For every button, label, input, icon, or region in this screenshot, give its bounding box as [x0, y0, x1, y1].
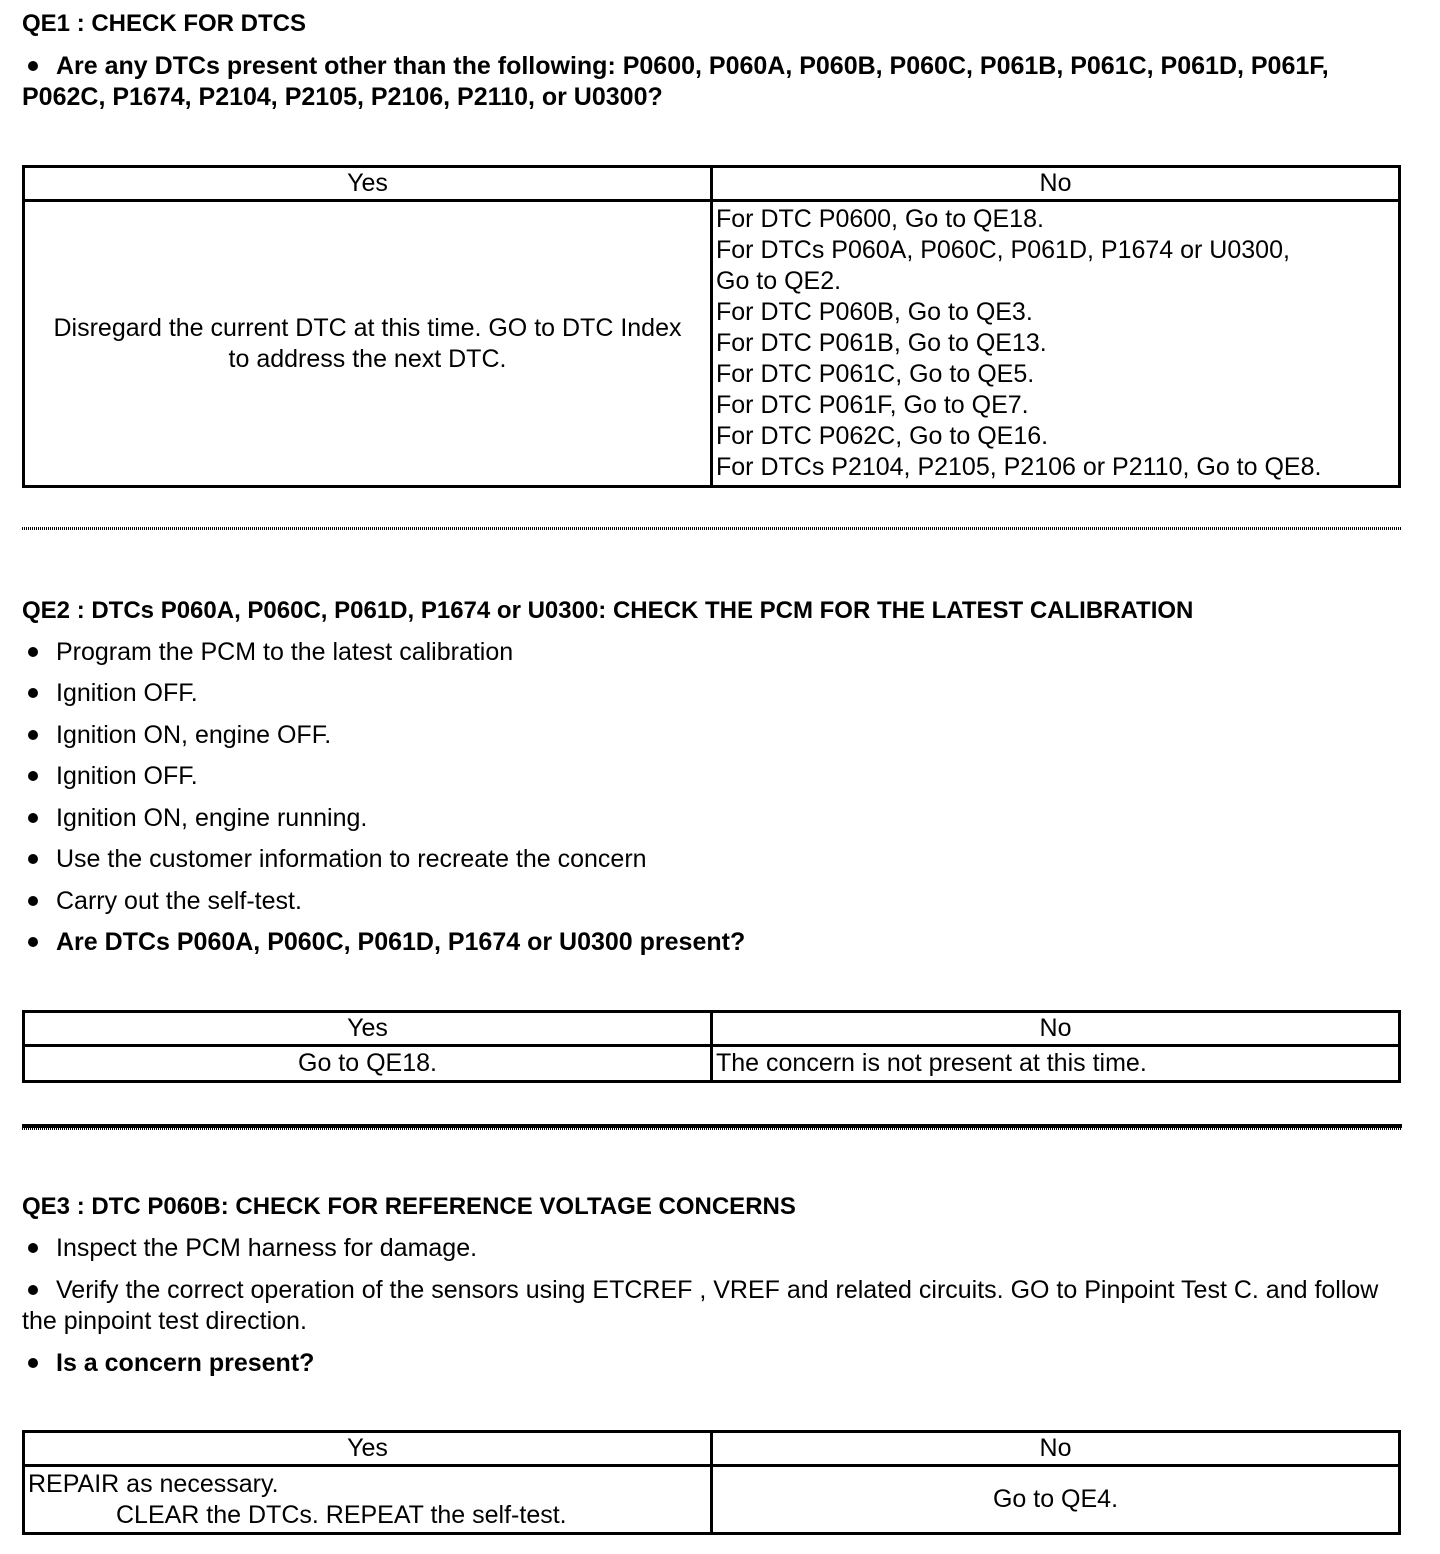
step-text: Carry out the self-test. — [56, 887, 302, 915]
step-text: Ignition OFF. — [56, 679, 198, 707]
qe1-no-cell — [712, 201, 1400, 487]
bullet-icon — [28, 1285, 38, 1295]
no-line: For DTC P062C, Go to QE16. — [716, 422, 1049, 450]
bullet-icon — [28, 1243, 38, 1253]
section-divider — [22, 1124, 1402, 1128]
qe2-no-cell: The concern is not present at this time. — [712, 1046, 1400, 1082]
qe1-table — [22, 165, 1401, 488]
section-divider — [22, 527, 1402, 530]
qe2-step — [22, 678, 1402, 709]
qe1-yes-cell — [24, 201, 712, 487]
qe3-question — [22, 1348, 1402, 1379]
bullet-icon — [28, 854, 38, 864]
yes-header: Yes — [24, 1432, 712, 1466]
no-line: For DTC P060B, Go to QE3. — [716, 298, 1033, 326]
qe3-no-cell: Go to QE4. — [712, 1466, 1400, 1534]
no-line: For DTC P061B, Go to QE13. — [716, 329, 1047, 357]
qe3-step — [22, 1275, 1402, 1337]
no-header: No — [712, 167, 1400, 201]
no-line: For DTC P061C, Go to QE5. — [716, 360, 1035, 388]
qe2-question — [22, 927, 1402, 958]
bullet-icon — [28, 771, 38, 781]
qe3-question-text: Is a concern present? — [56, 1349, 315, 1377]
step-text: Verify the correct operation of the sensors using ETCREF , VREF and related circuits. GO to Pinpoint Test C. and follow the pinpoint test direction. — [22, 1276, 1379, 1335]
bullet-icon — [28, 61, 38, 71]
no-header: No — [712, 1012, 1400, 1046]
yes-line: CLEAR the DTCs. REPEAT the self-test. — [116, 1500, 567, 1529]
bullet-icon — [28, 647, 38, 657]
yes-header: Yes — [24, 1012, 712, 1046]
qe2-step — [22, 803, 1402, 834]
no-line: For DTC P061F, Go to QE7. — [716, 391, 1029, 419]
qe2-step — [22, 886, 1402, 917]
bullet-icon — [28, 896, 38, 906]
bullet-icon — [28, 730, 38, 740]
qe3-yes-cell — [24, 1466, 712, 1534]
step-text: Program the PCM to the latest calibration — [56, 638, 514, 666]
qe2-step — [22, 637, 1402, 668]
no-header: No — [712, 1432, 1400, 1466]
step-text: Ignition OFF. — [56, 762, 198, 790]
qe3-heading: QE3 : DTC P060B: CHECK FOR REFERENCE VOLTAGE CONCERNS — [22, 1193, 796, 1220]
qe2-step — [22, 844, 1402, 875]
qe1-yes-text: Disregard the current DTC at this time. GO to DTC Index to address the next DTC. — [53, 313, 682, 373]
no-line: Go to QE2. — [716, 267, 842, 295]
qe2-step — [22, 761, 1402, 792]
step-text: Use the customer information to recreate the concern — [56, 845, 647, 873]
no-line: For DTCs P2104, P2105, P2106 or P2110, Go to QE8. — [716, 453, 1322, 481]
qe2-table — [22, 1010, 1401, 1083]
step-text: Ignition ON, engine running. — [56, 804, 368, 832]
no-line: For DTC P0600, Go to QE18. — [716, 205, 1044, 233]
step-text: Inspect the PCM harness for damage. — [56, 1234, 478, 1262]
no-line: For DTCs P060A, P060C, P061D, P1674 or U0300, — [716, 236, 1290, 264]
qe1-question-text: Are any DTCs present other than the following: P0600, P060A, P060B, P060C, P061B, P061C, P061D, P061F, P062C, P1674, P2104, P2105, P2106, P2110, or U0300? — [22, 52, 1329, 111]
step-text: Ignition ON, engine OFF. — [56, 721, 332, 749]
qe2-yes-cell: Go to QE18. — [24, 1046, 712, 1082]
qe2-step — [22, 720, 1402, 751]
yes-header: Yes — [24, 167, 712, 201]
yes-line: REPAIR as necessary. — [28, 1469, 279, 1498]
qe1-heading: QE1 : CHECK FOR DTCS — [22, 10, 307, 37]
qe1-question — [22, 51, 1402, 113]
bullet-icon — [28, 688, 38, 698]
bullet-icon — [28, 1358, 38, 1368]
bullet-icon — [28, 937, 38, 947]
qe3-table — [22, 1430, 1401, 1535]
qe3-step — [22, 1233, 1402, 1264]
qe2-question-text: Are DTCs P060A, P060C, P061D, P1674 or U0300 present? — [56, 928, 746, 956]
qe2-heading: QE2 : DTCs P060A, P060C, P061D, P1674 or U0300: CHECK THE PCM FOR THE LATEST CALIBRATION — [22, 597, 1194, 624]
bullet-icon — [28, 813, 38, 823]
